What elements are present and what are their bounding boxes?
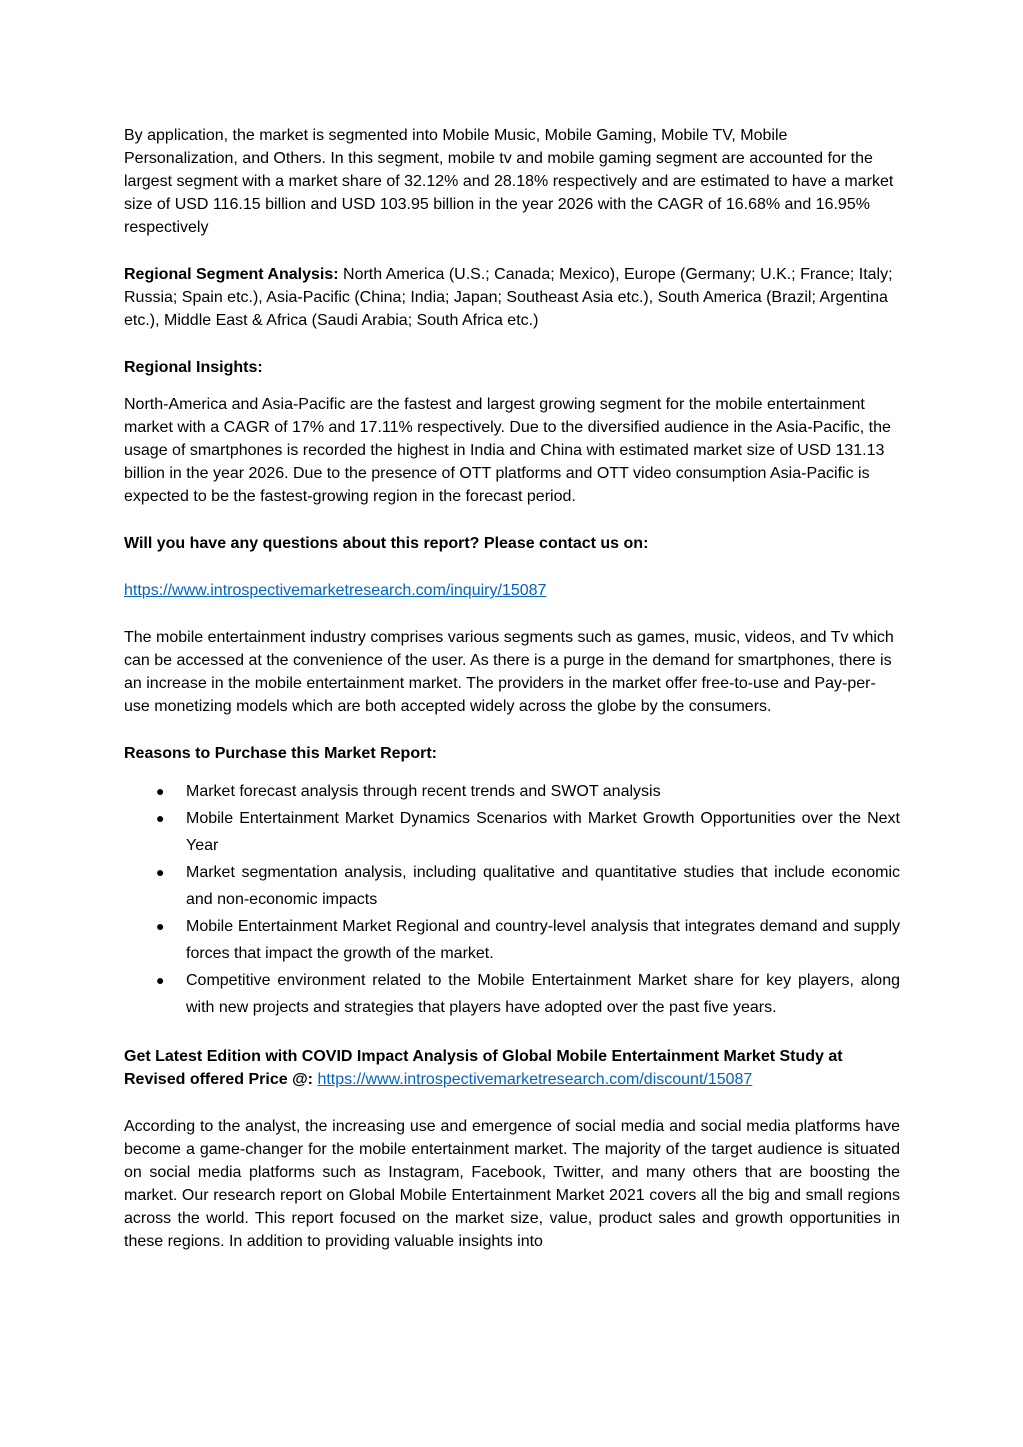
bullet-icon: ● — [156, 864, 165, 880]
reasons-list — [124, 778, 900, 1021]
regional-segment-label: Regional Segment Analysis: — [124, 266, 339, 283]
document-page — [124, 124, 900, 1253]
analyst-paragraph: According to the analyst, the increasing use and emergence of social media and social media platforms have become a game-changer for the mobile entertainment market. The majority of the target audience is situated on social media platforms such as Instagram, Facebook, Twitter, and many others that are boosting the market. Our research report on Global Mobile Entertainment Market 2021 covers all the big and small regions across the world. This report focused on the market size, value, product sales and growth opportunities in these regions. In addition to providing valuable insights into — [124, 1118, 900, 1250]
latest-edition-text: Get Latest Edition with COVID Impact Analysis of Global Mobile Entertainment Market Study at Revised offered Price @: — [124, 1048, 843, 1088]
reasons-list-item-text: Competitive environment related to the Mobile Entertainment Market share for key players, along with new projects and strategies that players have adopted over the past five years. — [186, 972, 900, 1016]
discount-link[interactable]: https://www.introspectivemarketresearch.com/discount/15087 — [317, 1071, 753, 1088]
regional-segment-text: North America (U.S.; Canada; Mexico), Europe (Germany; U.K.; France; Italy; Russia; Spain etc.), Asia-Pacific (China; India; Japan; Southeast Asia etc.), South America (Brazil; Argentina etc.), Middle East & Africa (Saudi Arabia; South Africa etc.) — [124, 266, 893, 329]
reasons-list-item-text: Mobile Entertainment Market Dynamics Scenarios with Market Growth Opportunities over the Next Year — [186, 810, 900, 854]
regional-segment-paragraph — [124, 263, 900, 332]
reasons-list-item — [156, 967, 900, 1021]
regional-insights-heading: Regional Insights: — [124, 359, 263, 376]
inquiry-link-line — [124, 579, 900, 602]
contact-heading: Will you have any questions about this report? Please contact us on: — [124, 535, 649, 552]
bullet-icon: ● — [156, 810, 165, 826]
application-segment-paragraph: By application, the market is segmented into Mobile Music, Mobile Gaming, Mobile TV, Mobile Personalization, and Others. In this segment, mobile tv and mobile gaming segment are accounted for the largest segment with a market share of 32.12% and 28.18% respectively and are estimated to have a market size of USD 116.15 billion and USD 103.95 billion in the year 2026 with the CAGR of 16.68% and 16.95% respectively — [124, 127, 894, 236]
bullet-icon: ● — [156, 918, 165, 934]
inquiry-link[interactable]: https://www.introspectivemarketresearch.com/inquiry/15087 — [124, 582, 547, 599]
reasons-list-item-text: Mobile Entertainment Market Regional and country-level analysis that integrates demand and supply forces that impact the growth of the market. — [186, 918, 900, 962]
industry-paragraph: The mobile entertainment industry comprises various segments such as games, music, videos, and Tv which can be accessed at the convenience of the user. As there is a purge in the demand for smartphones, there is an increase in the mobile entertainment market. The providers in the market offer free-to-use and Pay-per-use monetizing models which are both accepted widely across the globe by the consumers. — [124, 629, 894, 715]
bullet-icon: ● — [156, 783, 165, 799]
reasons-list-item-text: Market segmentation analysis, including qualitative and quantitative studies that include economic and non-economic impacts — [186, 864, 900, 908]
regional-insights-paragraph: North-America and Asia-Pacific are the fastest and largest growing segment for the mobile entertainment market with a CAGR of 17% and 17.11% respectively. Due to the diversified audience in the Asia-Pacific, the usage of smartphones is recorded the highest in India and China with estimated market size of USD 131.13 billion in the year 2026. Due to the presence of OTT platforms and OTT video consumption Asia-Pacific is expected to be the fastest-growing region in the forecast period. — [124, 396, 891, 505]
bullet-icon: ● — [156, 972, 165, 988]
reasons-list-item — [156, 913, 900, 967]
reasons-heading: Reasons to Purchase this Market Report: — [124, 745, 437, 762]
reasons-list-item — [156, 805, 900, 859]
reasons-list-item — [156, 778, 900, 805]
latest-edition-paragraph — [124, 1045, 900, 1091]
reasons-list-item-text: Market forecast analysis through recent trends and SWOT analysis — [186, 783, 661, 800]
reasons-list-item — [156, 859, 900, 913]
